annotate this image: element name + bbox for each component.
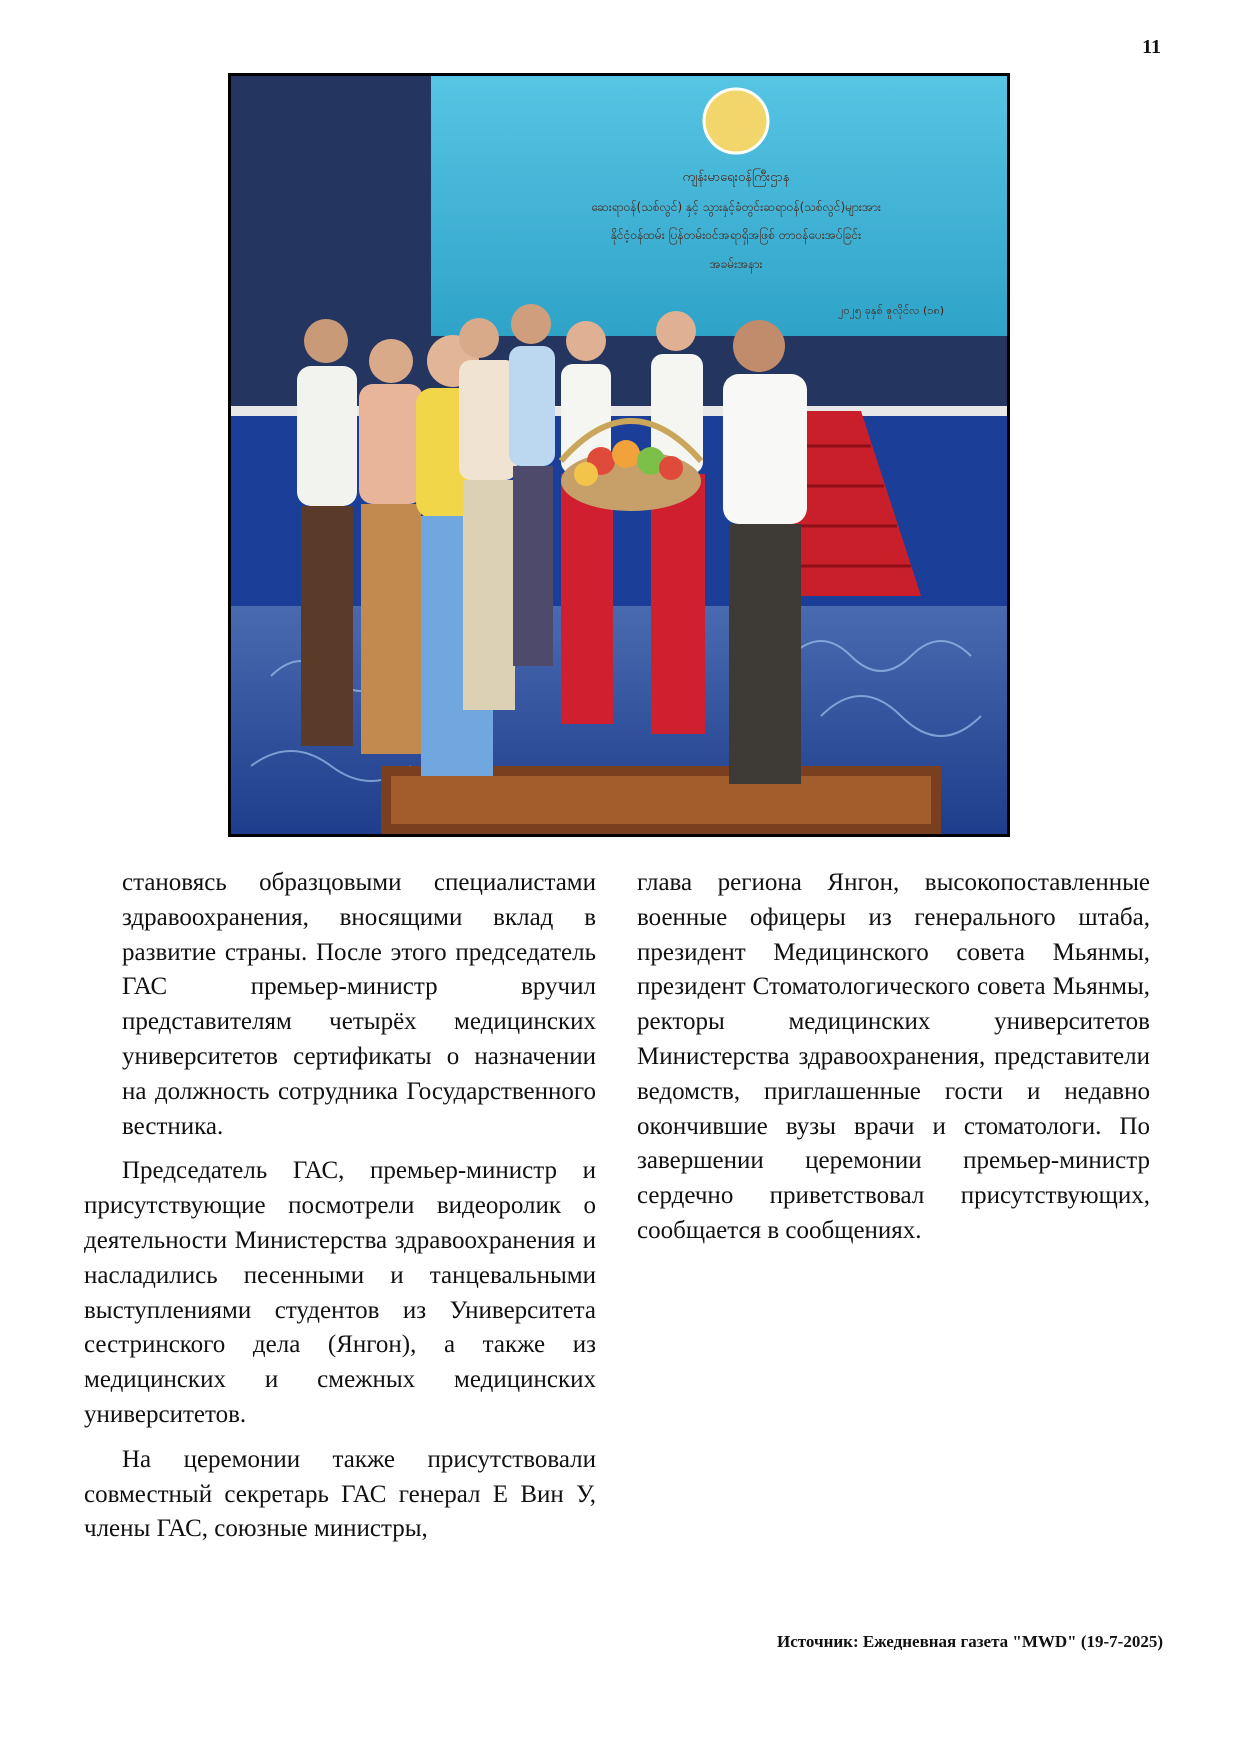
person-1 (297, 319, 357, 746)
banner-line-4: အခမ်းအနား (709, 257, 763, 271)
paragraph-left-3: На церемонии также присутствовали совместный секретарь ГАС генерал Е Вин У, члены ГАС, союзные министры, (84, 1445, 596, 1543)
ministry-logo-icon (704, 89, 768, 153)
banner-line-2: ဆေးရာဝန်(သစ်လွင်) နှင့် သွားနှင့်ခံတွင်းဆရာဝန်(သစ်လွင်)များအား (591, 200, 881, 214)
article-column-right (637, 866, 1150, 1259)
person-7 (651, 311, 705, 734)
banner-line-1: ကျန်းမာရေးဝန်ကြီးဌာန (682, 170, 790, 185)
person-2 (359, 339, 423, 754)
page-number: 11 (1142, 36, 1161, 58)
banner-date: ၂၀၂၅ ခုနှစ် ဇူလိုင်လ (၁၈) (837, 304, 945, 317)
paragraph-left-2: Председатель ГАС, премьер-министр и присутствующие посмотрели видеоролик о деятельности Министерства здравоохранения и насладились песенными и танцевальными выступлениями студентов из Университета сестринского дела (Янгон), а также из медицинских и смежных медицинских университетов. (84, 1157, 596, 1428)
banner-line-3: နိုင်ငံ့ဝန်ထမ်း ပြန်တမ်းဝင်အရာရှိအဖြစ် တာဝန်ပေးအပ်ခြင်း (610, 228, 862, 242)
person-8 (723, 320, 807, 784)
paragraph-left-1: становясь образцовыми специалистами здравоохранения, вносящими вклад в развитие страны. После этого председатель ГАС премьер-министр вручил представителям четырёх медицинских университетов сертификаты о назначении на должность сотрудника Государственного вестника. (122, 869, 596, 1140)
person-6 (561, 321, 613, 724)
paragraph-right-1: глава региона Янгон, высокопоставленные военные офицеры из генерального штаба, президент Медицинского совета Мьянмы, президент Стоматологического совета Мьянмы, ректоры медицинских университетов Министерства здравоохранения, представители ведомств, приглашенные гости и недавно окончившие вузы врачи и стоматологи. По завершении церемонии премьер-министр сердечно приветствовал присутствующих, сообщается в сообщениях. (637, 869, 1150, 1244)
ceremony-photo-illustration (231, 76, 1007, 834)
source-credit: Источник: Ежедневная газета "MWD" (19-7-2025) (777, 1632, 1163, 1651)
person-5 (509, 304, 555, 666)
person-4 (459, 318, 517, 710)
ceremony-photo (228, 73, 1010, 837)
article-column-left (84, 866, 596, 1557)
